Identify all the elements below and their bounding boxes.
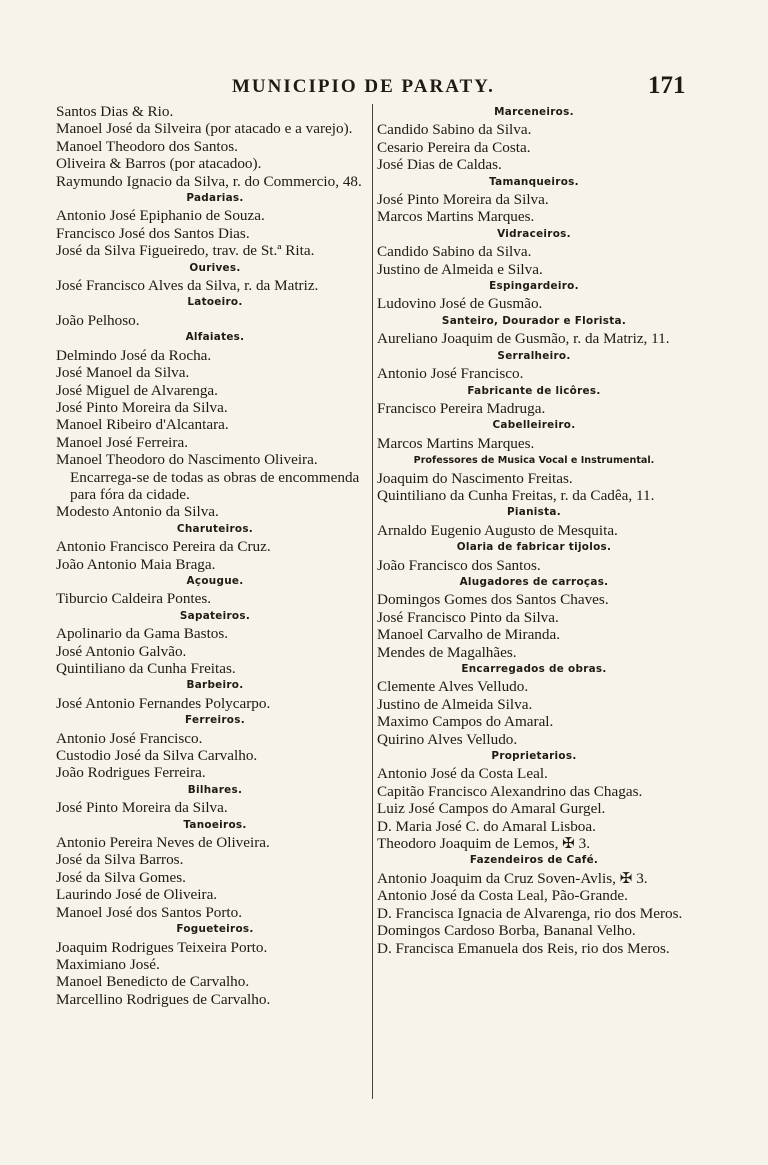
directory-entry: Clemente Alves Velludo. — [377, 678, 529, 696]
directory-entry: Antonio José da Costa Leal, Pão-Grande. — [377, 887, 628, 905]
section-heading: Padarias. — [186, 192, 244, 205]
section-heading: Ferreiros. — [185, 714, 245, 727]
directory-entry: Manoel Theodoro dos Santos. — [56, 137, 238, 155]
directory-entry: José Francisco Alves da Silva, r. da Matriz. — [56, 277, 319, 295]
directory-entry: Manoel José da Silveira (por atacado e a varejo). — [56, 120, 353, 138]
directory-entry: Joaquim do Nascimento Freitas. — [377, 469, 573, 487]
directory-entry: Antonio José Epiphanio de Souza. — [56, 207, 265, 225]
directory-entry: José da Silva Figueiredo, trav. de St.ª Rita. — [56, 242, 315, 260]
right-column — [372, 104, 691, 1099]
directory-entry: Aureliano Joaquim de Gusmão, r. da Matriz, 11. — [377, 330, 670, 348]
section-heading: Marceneiros. — [494, 106, 574, 118]
directory-entry: D. Maria José C. do Amaral Lisboa. — [377, 817, 596, 835]
left-column — [56, 103, 374, 1008]
directory-entry: Marcos Martins Marques. — [377, 208, 535, 226]
directory-entry: Apolinario da Gama Bastos. — [56, 625, 229, 643]
section-heading: Açougue. — [186, 574, 244, 587]
directory-entry: João Francisco dos Santos. — [377, 556, 541, 574]
directory-entry: Candido Sabino da Silva. — [377, 243, 532, 261]
directory-entry: João Pelhoso. — [56, 311, 140, 329]
directory-entry: Domingos Gomes dos Santos Chaves. — [377, 591, 609, 609]
directory-entry: Theodoro Joaquim de Lemos, ✠ 3. — [377, 835, 591, 853]
directory-entry: José Pinto Moreira da Silva. — [56, 799, 228, 817]
directory-entry: Manoel José Ferreira. — [56, 433, 189, 451]
directory-entry: Capitão Francisco Alexandrino das Chagas. — [377, 782, 643, 800]
section-heading: Charuteiros. — [176, 522, 254, 535]
section-heading: Olaria de fabricar tijolos. — [456, 541, 612, 554]
directory-entry: Quintiliano da Cunha Freitas, r. da Cadêa, 11. — [377, 486, 655, 504]
section-heading: Latoeiro. — [187, 296, 243, 309]
directory-entry: Custodio José da Silva Carvalho. — [56, 747, 258, 765]
directory-entry: José da Silva Barros. — [56, 851, 184, 869]
directory-entry: José da Silva Gomes. — [56, 868, 186, 886]
page-title: MUNICIPIO DE PARATY. — [232, 76, 495, 97]
directory-entry: Antonio Pereira Neves de Oliveira. — [56, 834, 270, 852]
section-heading: Espingardeiro. — [489, 280, 579, 293]
directory-entry: Cesario Pereira da Costa. — [377, 138, 531, 156]
section-heading: Alfaiates. — [185, 331, 245, 344]
section-heading: Ourives. — [189, 261, 241, 274]
directory-entry: José Antonio Galvão. — [56, 642, 187, 660]
directory-entry: Manoel Ribeiro d'Alcantara. — [56, 416, 229, 434]
directory-entry: João Rodrigues Ferreira. — [56, 764, 206, 782]
section-heading: Bilhares. — [187, 783, 243, 796]
directory-entry: Antonio José Francisco. — [377, 365, 524, 383]
directory-entry: Antonio Joaquim da Cruz Soven-Avlis, ✠ 3. — [377, 869, 648, 887]
directory-entry: D. Francisca Ignacia de Alvarenga, rio dos Meros. — [377, 904, 683, 922]
section-heading: Sapateiros. — [179, 609, 251, 622]
directory-entry: Mendes de Magalhães. — [377, 643, 517, 661]
page-number: 171 — [648, 72, 686, 99]
directory-entry: José Antonio Fernandes Polycarpo. — [56, 694, 271, 712]
directory-entry: Arnaldo Eugenio Augusto de Mesquita. — [377, 521, 618, 539]
directory-entry: Marcellino Rodrigues de Carvalho. — [56, 990, 271, 1008]
section-heading: Vidraceiros. — [497, 227, 571, 240]
directory-entry: José Miguel de Alvarenga. — [56, 381, 218, 399]
directory-entry: Oliveira & Barros (por atacadoo). — [56, 155, 262, 173]
section-heading: Tanoeiros. — [183, 818, 247, 831]
directory-entry: José Pinto Moreira da Silva. — [377, 191, 549, 209]
directory-entry: Laurindo José de Oliveira. — [56, 886, 218, 904]
section-heading: Tamanqueiros. — [489, 175, 579, 188]
section-heading: Barbeiro. — [186, 679, 244, 692]
directory-entry: Marcos Martins Marques. — [377, 434, 535, 452]
directory-entry: Santos Dias & Rio. — [56, 103, 174, 120]
directory-entry: Luiz José Campos do Amaral Gurgel. — [377, 800, 606, 818]
directory-entry: Domingos Cardoso Borba, Bananal Velho. — [377, 922, 636, 940]
directory-entry: Raymundo Ignacio da Silva, r. do Commercio, 48. — [56, 172, 362, 190]
directory-entry: Maximo Campos do Amaral. — [377, 713, 554, 731]
directory-entry: Justino de Almeida e Silva. — [377, 260, 543, 278]
directory-entry: Antonio José da Costa Leal. — [377, 765, 548, 783]
section-heading: Pianista. — [507, 506, 561, 519]
directory-entry: Joaquim Rodrigues Teixeira Porto. — [56, 938, 268, 956]
directory-entry: D. Francisca Emanuela dos Reis, rio dos Meros. — [377, 939, 670, 957]
section-heading: Fabricante de licôres. — [467, 384, 601, 397]
directory-entry: José Pinto Moreira da Silva. — [56, 398, 228, 416]
directory-entry: Maximiano José. — [56, 955, 160, 973]
directory-entry: Manoel Benedicto de Carvalho. — [56, 973, 250, 991]
section-heading: Fogueteiros. — [176, 923, 254, 936]
directory-entry: João Antonio Maia Braga. — [56, 555, 216, 573]
section-heading: Professores de Musica Vocal e Instrumental. — [413, 455, 655, 467]
directory-entry: José Dias de Caldas. — [377, 156, 502, 174]
directory-entry: Justino de Almeida Silva. — [377, 695, 533, 713]
directory-entry: Tiburcio Caldeira Pontes. — [56, 590, 212, 608]
directory-entry: Manoel José dos Santos Porto. — [56, 903, 243, 921]
directory-entry: Quirino Alves Velludo. — [377, 730, 518, 748]
directory-entry: Manoel Theodoro do Nascimento Oliveira. Encarrega-se de todas as obras de encommenda para fóra da cidade. — [56, 451, 360, 503]
section-heading: Proprietarios. — [491, 750, 577, 763]
section-heading: Encarregados de obras. — [461, 663, 607, 675]
section-heading: Alugadores de carroças. — [459, 575, 609, 588]
directory-entry: Quintiliano da Cunha Freitas. — [56, 660, 236, 677]
directory-entry: Francisco José dos Santos Dias. — [56, 224, 250, 242]
directory-entry: Antonio José Francisco. — [56, 729, 203, 747]
section-heading: Serralheiro. — [497, 349, 571, 362]
directory-entry: Modesto Antonio da Silva. — [56, 503, 219, 521]
section-heading: Santeiro, Dourador e Florista. — [441, 314, 627, 327]
directory-entry: José Francisco Pinto da Silva. — [377, 608, 559, 626]
section-heading: Fazendeiros de Café. — [469, 854, 599, 867]
section-heading: Cabelleireiro. — [492, 419, 576, 432]
directory-entry: José Manoel da Silva. — [56, 364, 190, 382]
page-header — [0, 74, 768, 104]
directory-entry: Manoel Carvalho de Miranda. — [377, 626, 561, 644]
directory-entry: Francisco Pereira Madruga. — [377, 399, 546, 417]
directory-entry: Antonio Francisco Pereira da Cruz. — [56, 538, 271, 556]
directory-entry: Candido Sabino da Silva. — [377, 121, 532, 139]
directory-entry: Ludovino José de Gusmão. — [377, 295, 543, 313]
directory-entry: Delmindo José da Rocha. — [56, 346, 212, 364]
